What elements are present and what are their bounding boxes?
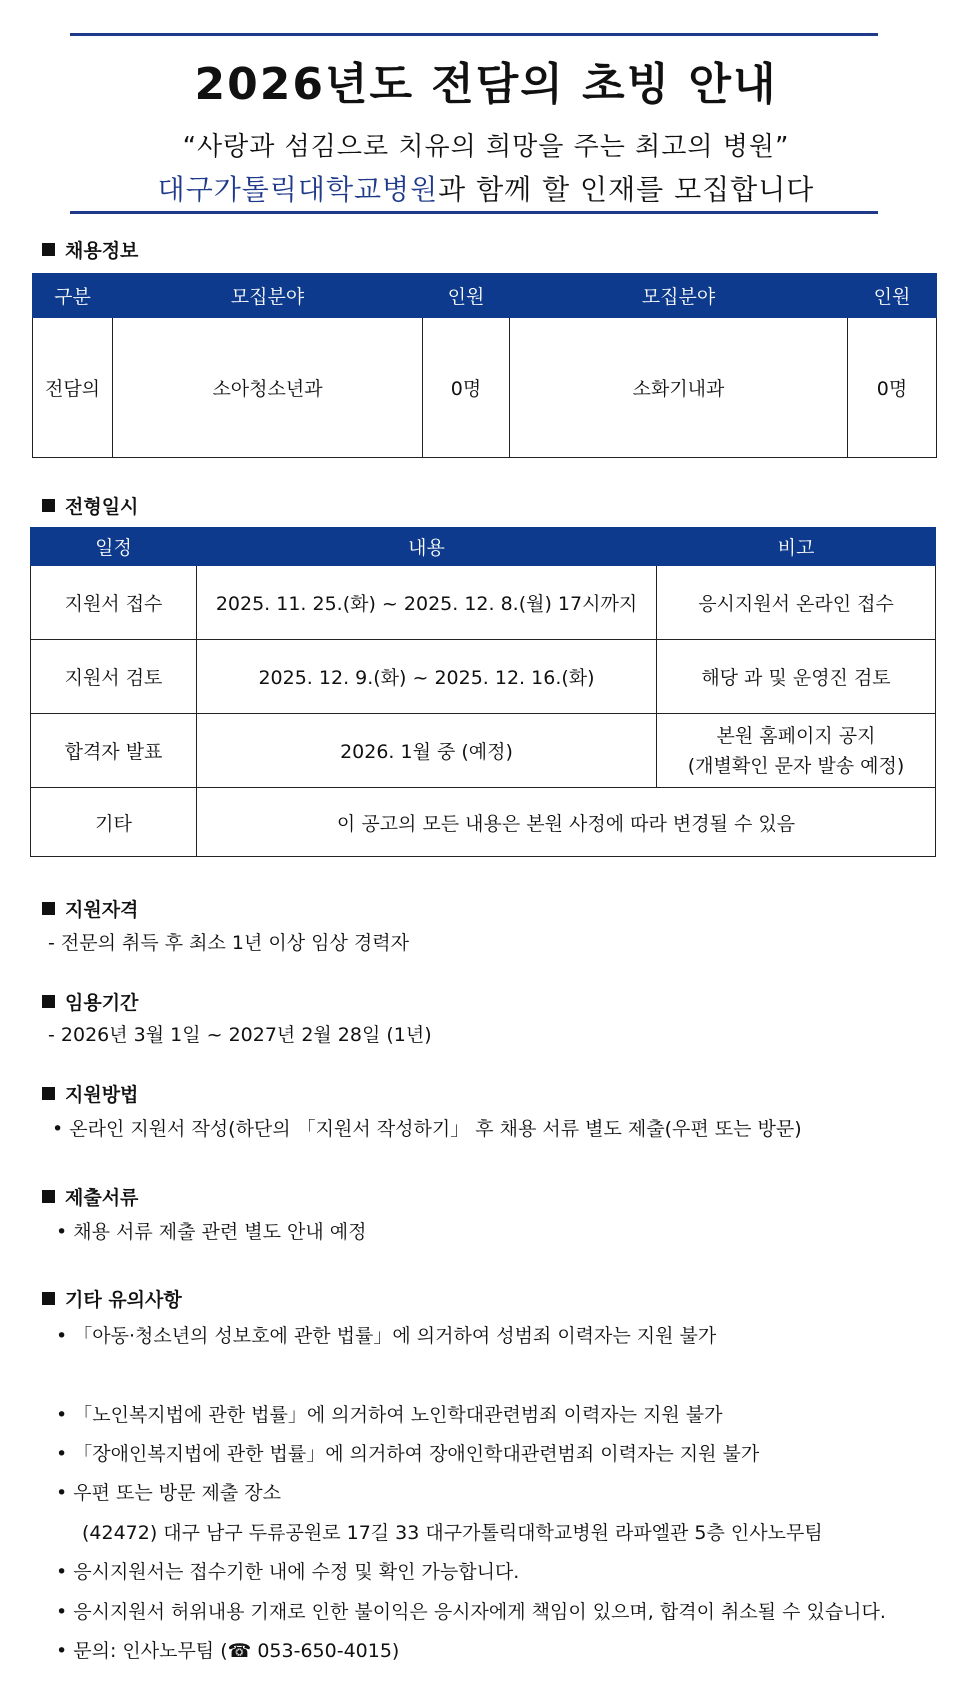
table-cell: 0명 [423, 318, 510, 458]
table-cell: 소화기내과 [510, 318, 848, 458]
period-heading: 임용기간 [42, 988, 138, 1015]
period-text: - 2026년 3월 1일 ~ 2027년 2월 28일 (1년) [48, 1024, 432, 1046]
schedule-heading: 전형일시 [42, 492, 138, 519]
square-bullet-icon [42, 1292, 55, 1305]
table-row [31, 788, 936, 857]
table-cell: 소아청소년과 [113, 318, 423, 458]
square-bullet-icon [42, 995, 55, 1008]
recruit-message [0, 168, 972, 208]
recruit-heading: 채용정보 [42, 236, 138, 263]
note-address: (42472) 대구 남구 두류공원로 17길 33 대구가톨릭대학교병원 라파엘관 5층 인사노무팀 [82, 1522, 823, 1544]
documents-text: • 채용 서류 제출 관련 별도 안내 예정 [56, 1221, 367, 1243]
table-header-row [31, 528, 936, 566]
table-row [31, 640, 936, 714]
table-header: 내용 [197, 528, 657, 566]
table-cell: 2026. 1월 중 (예정) [197, 714, 657, 788]
table-cell [657, 714, 936, 788]
remark-line: (개별확인 문자 발송 예정) [687, 754, 905, 777]
recruit-message-text: 과 함께 할 인재를 모집합니다 [438, 173, 815, 206]
note-item: • 우편 또는 방문 제출 장소 [56, 1482, 281, 1504]
hospital-name: 대구가톨릭대학교병원 [157, 173, 439, 206]
documents-heading: 제출서류 [42, 1183, 138, 1210]
recruit-table [32, 273, 937, 458]
page-title: 2026년도 전담의 초빙 안내 [194, 59, 778, 110]
qualification-text: - 전문의 취득 후 최소 1년 이상 임상 경력자 [48, 932, 409, 954]
table-cell: 해당 과 및 운영진 검토 [657, 640, 936, 714]
top-rule [70, 33, 878, 36]
table-cell: 2025. 12. 9.(화) ~ 2025. 12. 16.(화) [197, 640, 657, 714]
table-cell: 기타 [31, 788, 197, 857]
table-cell: 2025. 11. 25.(화) ~ 2025. 12. 8.(월) 17시까지 [197, 566, 657, 640]
table-header: 모집분야 [510, 274, 848, 318]
note-item: • 「장애인복지법에 관한 법률」에 의거하여 장애인학대관련범죄 이력자는 지원 불가 [56, 1443, 760, 1465]
bottom-rule [70, 211, 878, 214]
schedule-table [30, 527, 936, 857]
square-bullet-icon [42, 1190, 55, 1203]
table-row [33, 318, 937, 458]
method-heading: 지원방법 [42, 1080, 138, 1107]
table-row [31, 566, 936, 640]
table-cell: 응시지원서 온라인 접수 [657, 566, 936, 640]
remark-line: 본원 홈페이지 공지 [716, 724, 876, 747]
note-item: • 응시지원서 허위내용 기재로 인한 불이익은 응시자에게 책임이 있으며, 합격이 취소될 수 있습니다. [56, 1601, 886, 1623]
note-item: • 「아동·청소년의 성보호에 관한 법률」에 의거하여 성범죄 이력자는 지원 불가 [56, 1325, 717, 1347]
table-cell: 지원서 검토 [31, 640, 197, 714]
table-header: 모집분야 [113, 274, 423, 318]
square-bullet-icon [42, 243, 55, 256]
note-item: • 「노인복지법에 관한 법률」에 의거하여 노인학대관련범죄 이력자는 지원 불가 [56, 1404, 723, 1426]
note-contact: • 문의: 인사노무팀 (☎ 053-650-4015) [56, 1640, 400, 1662]
square-bullet-icon [42, 499, 55, 512]
table-header-row [33, 274, 937, 318]
note-item: • 응시지원서는 접수기한 내에 수정 및 확인 가능합니다. [56, 1561, 520, 1583]
table-header: 인원 [848, 274, 937, 318]
table-header: 비고 [657, 528, 936, 566]
table-cell: 이 공고의 모든 내용은 본원 사정에 따라 변경될 수 있음 [197, 788, 936, 857]
square-bullet-icon [42, 1087, 55, 1100]
table-header: 일정 [31, 528, 197, 566]
slogan: “사랑과 섬김으로 치유의 희망을 주는 최고의 병원” [182, 132, 790, 162]
square-bullet-icon [42, 902, 55, 915]
table-cell: 전담의 [33, 318, 113, 458]
table-row [31, 714, 936, 788]
table-header: 구분 [33, 274, 113, 318]
table-cell: 합격자 발표 [31, 714, 197, 788]
table-cell: 지원서 접수 [31, 566, 197, 640]
table-header: 인원 [423, 274, 510, 318]
table-cell: 0명 [848, 318, 937, 458]
method-text: • 온라인 지원서 작성(하단의 「지원서 작성하기」 후 채용 서류 별도 제출(우편 또는 방문) [52, 1118, 802, 1140]
notes-heading: 기타 유의사항 [42, 1285, 182, 1312]
qualification-heading: 지원자격 [42, 895, 138, 922]
